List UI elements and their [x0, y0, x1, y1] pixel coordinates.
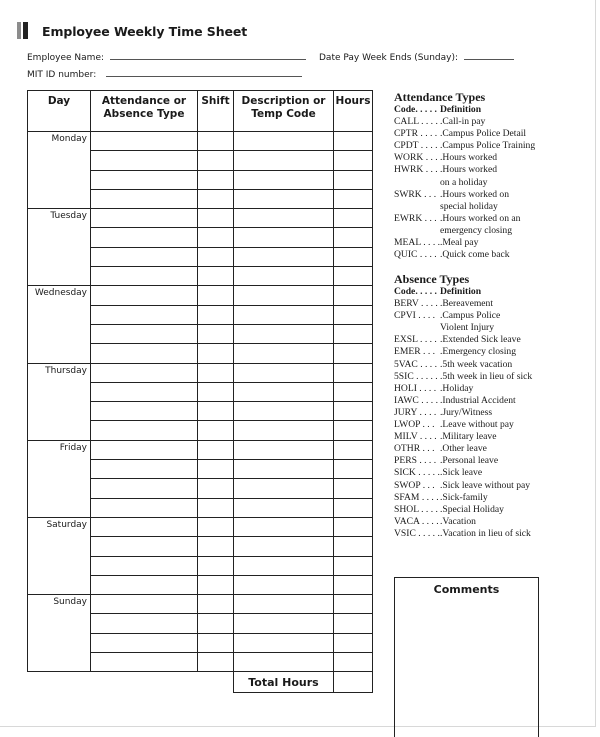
description-cell[interactable] [234, 614, 334, 633]
shift-cell[interactable] [198, 363, 234, 382]
total-hours-cell[interactable] [334, 672, 373, 693]
col-header-shift: Shift [198, 91, 234, 132]
legend-item [394, 310, 532, 322]
mit-id-field[interactable] [27, 68, 302, 80]
shift-cell[interactable] [198, 537, 234, 556]
legend-definition: .Campus Police Detail [440, 128, 527, 140]
legend-definition: .Sick leave without pay [440, 479, 531, 491]
attendance-cell[interactable] [91, 575, 198, 594]
attendance-cell[interactable] [91, 267, 198, 286]
legend-definition: .Campus Police [440, 310, 501, 322]
legend-definition: .Meal pay [440, 237, 479, 249]
legend-code: EWRK . . . [394, 212, 437, 224]
attendance-cell[interactable] [91, 324, 198, 343]
description-cell[interactable] [234, 402, 334, 421]
date-pay-week-field[interactable] [319, 51, 514, 63]
attendance-cell[interactable] [91, 556, 198, 575]
title-bar-icon [17, 22, 28, 39]
description-cell[interactable] [234, 479, 334, 498]
legend-code: 5SIC . . . . . [394, 370, 438, 382]
legend-definition: .Emergency closing [440, 346, 517, 358]
legend-definition: Violent Injury [440, 322, 495, 334]
legend-definition: on a holiday [440, 176, 488, 188]
legend-code: PERS . . . . [394, 455, 437, 467]
day-cell-monday: Monday [28, 132, 91, 209]
hours-cell[interactable] [334, 324, 373, 343]
hours-cell[interactable] [334, 363, 373, 382]
description-cell[interactable] [234, 575, 334, 594]
attendance-cell[interactable] [91, 479, 198, 498]
description-cell[interactable] [234, 151, 334, 170]
legend-item [394, 201, 535, 213]
description-cell[interactable] [234, 382, 334, 401]
legend-code [394, 201, 440, 213]
shift-cell[interactable] [198, 498, 234, 517]
legend-code: EMER . . . [394, 346, 436, 358]
legend-code [394, 225, 440, 237]
attendance-cell[interactable] [91, 286, 198, 305]
mit-id-line[interactable] [106, 68, 302, 77]
table-row [28, 286, 373, 305]
attendance-cell[interactable] [91, 170, 198, 189]
attendance-cell[interactable] [91, 228, 198, 247]
shift-cell[interactable] [198, 382, 234, 401]
hours-cell[interactable] [334, 267, 373, 286]
description-cell[interactable] [234, 247, 334, 266]
description-cell[interactable] [234, 267, 334, 286]
description-cell[interactable] [234, 595, 334, 614]
shift-cell[interactable] [198, 132, 234, 151]
shift-cell[interactable] [198, 421, 234, 440]
shift-cell[interactable] [198, 595, 234, 614]
employee-name-line[interactable] [110, 51, 306, 60]
hours-cell[interactable] [334, 595, 373, 614]
legend-item [394, 371, 532, 383]
hours-cell[interactable] [334, 305, 373, 324]
col-header-attendance: Attendance or Absence Type [91, 91, 198, 132]
page-title: Employee Weekly Time Sheet [42, 24, 248, 39]
description-cell[interactable] [234, 498, 334, 517]
hours-cell[interactable] [334, 633, 373, 652]
attendance-cell[interactable] [91, 402, 198, 421]
legend-definition: .Quick come back [440, 249, 510, 261]
attendance-cell[interactable] [91, 595, 198, 614]
day-cell-thursday: Thursday [28, 363, 91, 440]
shift-cell[interactable] [198, 614, 234, 633]
legend-code: SHOL . . . . [394, 503, 438, 515]
shift-cell[interactable] [198, 286, 234, 305]
legend-definition: .Vacation in lieu of sick [440, 527, 531, 539]
shift-cell[interactable] [198, 402, 234, 421]
col-header-description: Description or Temp Code [234, 91, 334, 132]
date-pay-week-label: Date Pay Week Ends (Sunday): [319, 53, 458, 63]
description-cell[interactable] [234, 633, 334, 652]
description-cell[interactable] [234, 305, 334, 324]
legend-item [394, 334, 532, 346]
attendance-cell[interactable] [91, 151, 198, 170]
legend-item [394, 467, 532, 479]
shift-cell[interactable] [198, 517, 234, 536]
legend-definition: .Sick leave [440, 467, 483, 479]
description-cell[interactable] [234, 286, 334, 305]
legend-code: WORK . . . [394, 152, 438, 164]
legend-definition: special holiday [440, 200, 498, 212]
hours-cell[interactable] [334, 189, 373, 208]
description-cell[interactable] [234, 653, 334, 672]
legend-code: CPTR . . . . [394, 128, 438, 140]
description-cell[interactable] [234, 537, 334, 556]
shift-cell[interactable] [198, 170, 234, 189]
legend-item [394, 177, 535, 189]
legend-code: JURY . . . . [394, 406, 437, 418]
legend-code: CPDT . . . . [394, 140, 438, 152]
legend-definition: .Other leave [440, 443, 487, 455]
legend-code: MEAL . . . . [394, 237, 441, 249]
shift-cell[interactable] [198, 267, 234, 286]
hours-cell[interactable] [334, 344, 373, 363]
legend-definition: .Bereavement [440, 298, 494, 310]
attendance-cell[interactable] [91, 344, 198, 363]
hours-cell[interactable] [334, 421, 373, 440]
legend-item [394, 443, 532, 455]
table-row [28, 595, 373, 614]
legend-definition: .Industrial Accident [440, 394, 516, 406]
attendance-cell[interactable] [91, 305, 198, 324]
shift-cell[interactable] [198, 228, 234, 247]
day-cell-friday: Friday [28, 440, 91, 517]
shift-cell[interactable] [198, 344, 234, 363]
table-row [28, 517, 373, 536]
legend-item [394, 528, 532, 540]
hours-cell[interactable] [334, 286, 373, 305]
comments-box[interactable] [394, 577, 539, 737]
legend-item [394, 504, 532, 516]
attendance-cell[interactable] [91, 247, 198, 266]
table-row [28, 132, 373, 151]
attendance-cell[interactable] [91, 633, 198, 652]
shift-cell[interactable] [198, 324, 234, 343]
legend-definition: .Special Holiday [440, 503, 504, 515]
employee-name-label: Employee Name: [27, 53, 105, 63]
shift-cell[interactable] [198, 189, 234, 208]
description-cell[interactable] [234, 209, 334, 228]
legend-code: QUIC . . . . [394, 249, 437, 261]
legend-item [394, 164, 535, 176]
legend-code: BERV . . . . [394, 298, 438, 310]
table-row [28, 209, 373, 228]
description-cell[interactable] [234, 189, 334, 208]
table-row [28, 440, 373, 459]
absence-types-title: Absence Types [394, 272, 470, 286]
shift-cell[interactable] [198, 151, 234, 170]
shift-cell[interactable] [198, 575, 234, 594]
hours-cell[interactable] [334, 151, 373, 170]
attendance-cell[interactable] [91, 498, 198, 517]
legend-item [394, 492, 532, 504]
col-header-hours: Hours [334, 91, 373, 132]
legend-definition: .Campus Police Training [440, 140, 536, 152]
total-hours-label: Total Hours [234, 672, 334, 693]
legend-code: VACA . . . . [394, 515, 439, 527]
shift-cell[interactable] [198, 305, 234, 324]
hours-cell[interactable] [334, 440, 373, 459]
legend-item [394, 225, 535, 237]
legend-code: 5VAC . . . . [394, 358, 438, 370]
legend-definition: .Call-in pay [440, 116, 486, 128]
attendance-cell[interactable] [91, 653, 198, 672]
description-cell[interactable] [234, 517, 334, 536]
attendance-cell[interactable] [91, 517, 198, 536]
legend-code: VSIC . . . . . [394, 527, 440, 539]
hours-cell[interactable] [334, 402, 373, 421]
hours-cell[interactable] [334, 556, 373, 575]
date-pay-week-line[interactable] [464, 51, 514, 60]
attendance-cell[interactable] [91, 537, 198, 556]
legend-definition: .Hours worked [440, 152, 498, 164]
legend-definition: .5th week vacation [440, 358, 513, 370]
employee-name-field[interactable] [27, 51, 306, 63]
total-row [28, 672, 373, 693]
description-cell[interactable] [234, 363, 334, 382]
legend-item [394, 383, 532, 395]
description-cell[interactable] [234, 324, 334, 343]
attendance-cell[interactable] [91, 209, 198, 228]
hours-cell[interactable] [334, 653, 373, 672]
attendance-types-title: Attendance Types [394, 90, 486, 104]
legend-item [394, 419, 532, 431]
legend-code: MILV . . . . [394, 431, 437, 443]
legend-item [394, 298, 532, 310]
hours-cell[interactable] [334, 460, 373, 479]
col-header-day: Day [28, 91, 91, 132]
hours-cell[interactable] [334, 575, 373, 594]
legend-code: IAWC . . . . [394, 394, 438, 406]
day-cell-saturday: Saturday [28, 517, 91, 594]
legend-item [394, 249, 535, 261]
hours-cell[interactable] [334, 614, 373, 633]
hours-cell[interactable] [334, 537, 373, 556]
hours-cell[interactable] [334, 228, 373, 247]
legend-code: CPVI . . . . [394, 310, 436, 322]
table-header-row [28, 91, 373, 132]
legend-item [394, 346, 532, 358]
legend-definition: emergency closing [440, 224, 513, 236]
hours-cell[interactable] [334, 498, 373, 517]
hours-cell[interactable] [334, 382, 373, 401]
legend-code: CALL . . . . [394, 116, 438, 128]
total-spacer [28, 672, 234, 693]
shift-cell[interactable] [198, 440, 234, 459]
legend-item [394, 152, 535, 164]
legend-code: LWOP . . . [394, 419, 435, 431]
time-sheet-table [27, 90, 373, 693]
hours-cell[interactable] [334, 209, 373, 228]
legend-item [394, 140, 535, 152]
legend-definition: .Vacation [440, 515, 476, 527]
legend-definition: .Jury/Witness [440, 406, 493, 418]
description-cell[interactable] [234, 132, 334, 151]
attendance-cell[interactable] [91, 460, 198, 479]
mit-id-label: MIT ID number: [27, 70, 97, 80]
legend-code: OTHR . . . [394, 443, 435, 455]
comments-label: Comments [433, 583, 500, 596]
attendance-cell[interactable] [91, 363, 198, 382]
description-cell[interactable] [234, 440, 334, 459]
hours-cell[interactable] [334, 170, 373, 189]
attendance-cell[interactable] [91, 421, 198, 440]
legend-item [394, 407, 532, 419]
legend-code [394, 322, 440, 334]
legend-header: Code. . . . . Definition [394, 104, 482, 115]
legend-item [394, 455, 532, 467]
description-cell[interactable] [234, 170, 334, 189]
legend-item [394, 395, 532, 407]
absence-types-legend [394, 272, 532, 540]
legend-code: SWOP . . . [394, 479, 435, 491]
legend-definition: .Hours worked on [440, 188, 510, 200]
legend-definition: .Sick-family [440, 491, 488, 503]
hours-cell[interactable] [334, 132, 373, 151]
attendance-cell[interactable] [91, 132, 198, 151]
legend-item [394, 516, 532, 528]
legend-item [394, 116, 535, 128]
legend-code: SICK . . . . . [394, 467, 440, 479]
attendance-types-legend [394, 90, 535, 261]
legend-item [394, 213, 535, 225]
legend-item [394, 480, 532, 492]
legend-code: HOLI . . . . [394, 382, 437, 394]
description-cell[interactable] [234, 460, 334, 479]
legend-definition: .Military leave [440, 431, 497, 443]
day-cell-wednesday: Wednesday [28, 286, 91, 363]
shift-cell[interactable] [198, 633, 234, 652]
shift-cell[interactable] [198, 479, 234, 498]
description-cell[interactable] [234, 344, 334, 363]
legend-item [394, 359, 532, 371]
description-cell[interactable] [234, 228, 334, 247]
shift-cell[interactable] [198, 653, 234, 672]
legend-definition: .Holiday [440, 382, 474, 394]
hours-cell[interactable] [334, 479, 373, 498]
attendance-cell[interactable] [91, 614, 198, 633]
legend-item [394, 237, 535, 249]
description-cell[interactable] [234, 421, 334, 440]
table-row [28, 363, 373, 382]
legend-code [394, 177, 440, 189]
hours-cell[interactable] [334, 247, 373, 266]
description-cell[interactable] [234, 556, 334, 575]
hours-cell[interactable] [334, 517, 373, 536]
legend-definition: .Extended Sick leave [440, 334, 521, 346]
day-cell-tuesday: Tuesday [28, 209, 91, 286]
legend-item [394, 431, 532, 443]
legend-code: SWRK . . . [394, 188, 437, 200]
legend-item [394, 189, 535, 201]
day-cell-sunday: Sunday [28, 595, 91, 672]
shift-cell[interactable] [198, 209, 234, 228]
legend-item [394, 322, 532, 334]
shift-cell[interactable] [198, 556, 234, 575]
legend-definition: .Personal leave [440, 455, 499, 467]
legend-definition: .5th week in lieu of sick [440, 370, 533, 382]
legend-header: Code. . . . . Definition [394, 286, 482, 297]
legend-item [394, 128, 535, 140]
legend-definition: .Hours worked on an [440, 212, 521, 224]
attendance-cell[interactable] [91, 189, 198, 208]
shift-cell[interactable] [198, 460, 234, 479]
legend-code: EXSL . . . . [394, 334, 437, 346]
shift-cell[interactable] [198, 247, 234, 266]
attendance-cell[interactable] [91, 440, 198, 459]
legend-definition: .Leave without pay [440, 419, 514, 431]
attendance-cell[interactable] [91, 382, 198, 401]
legend-definition: .Hours worked [440, 164, 498, 176]
legend-code: SFAM . . . . [394, 491, 439, 503]
legend-code: HWRK . . . [394, 164, 438, 176]
